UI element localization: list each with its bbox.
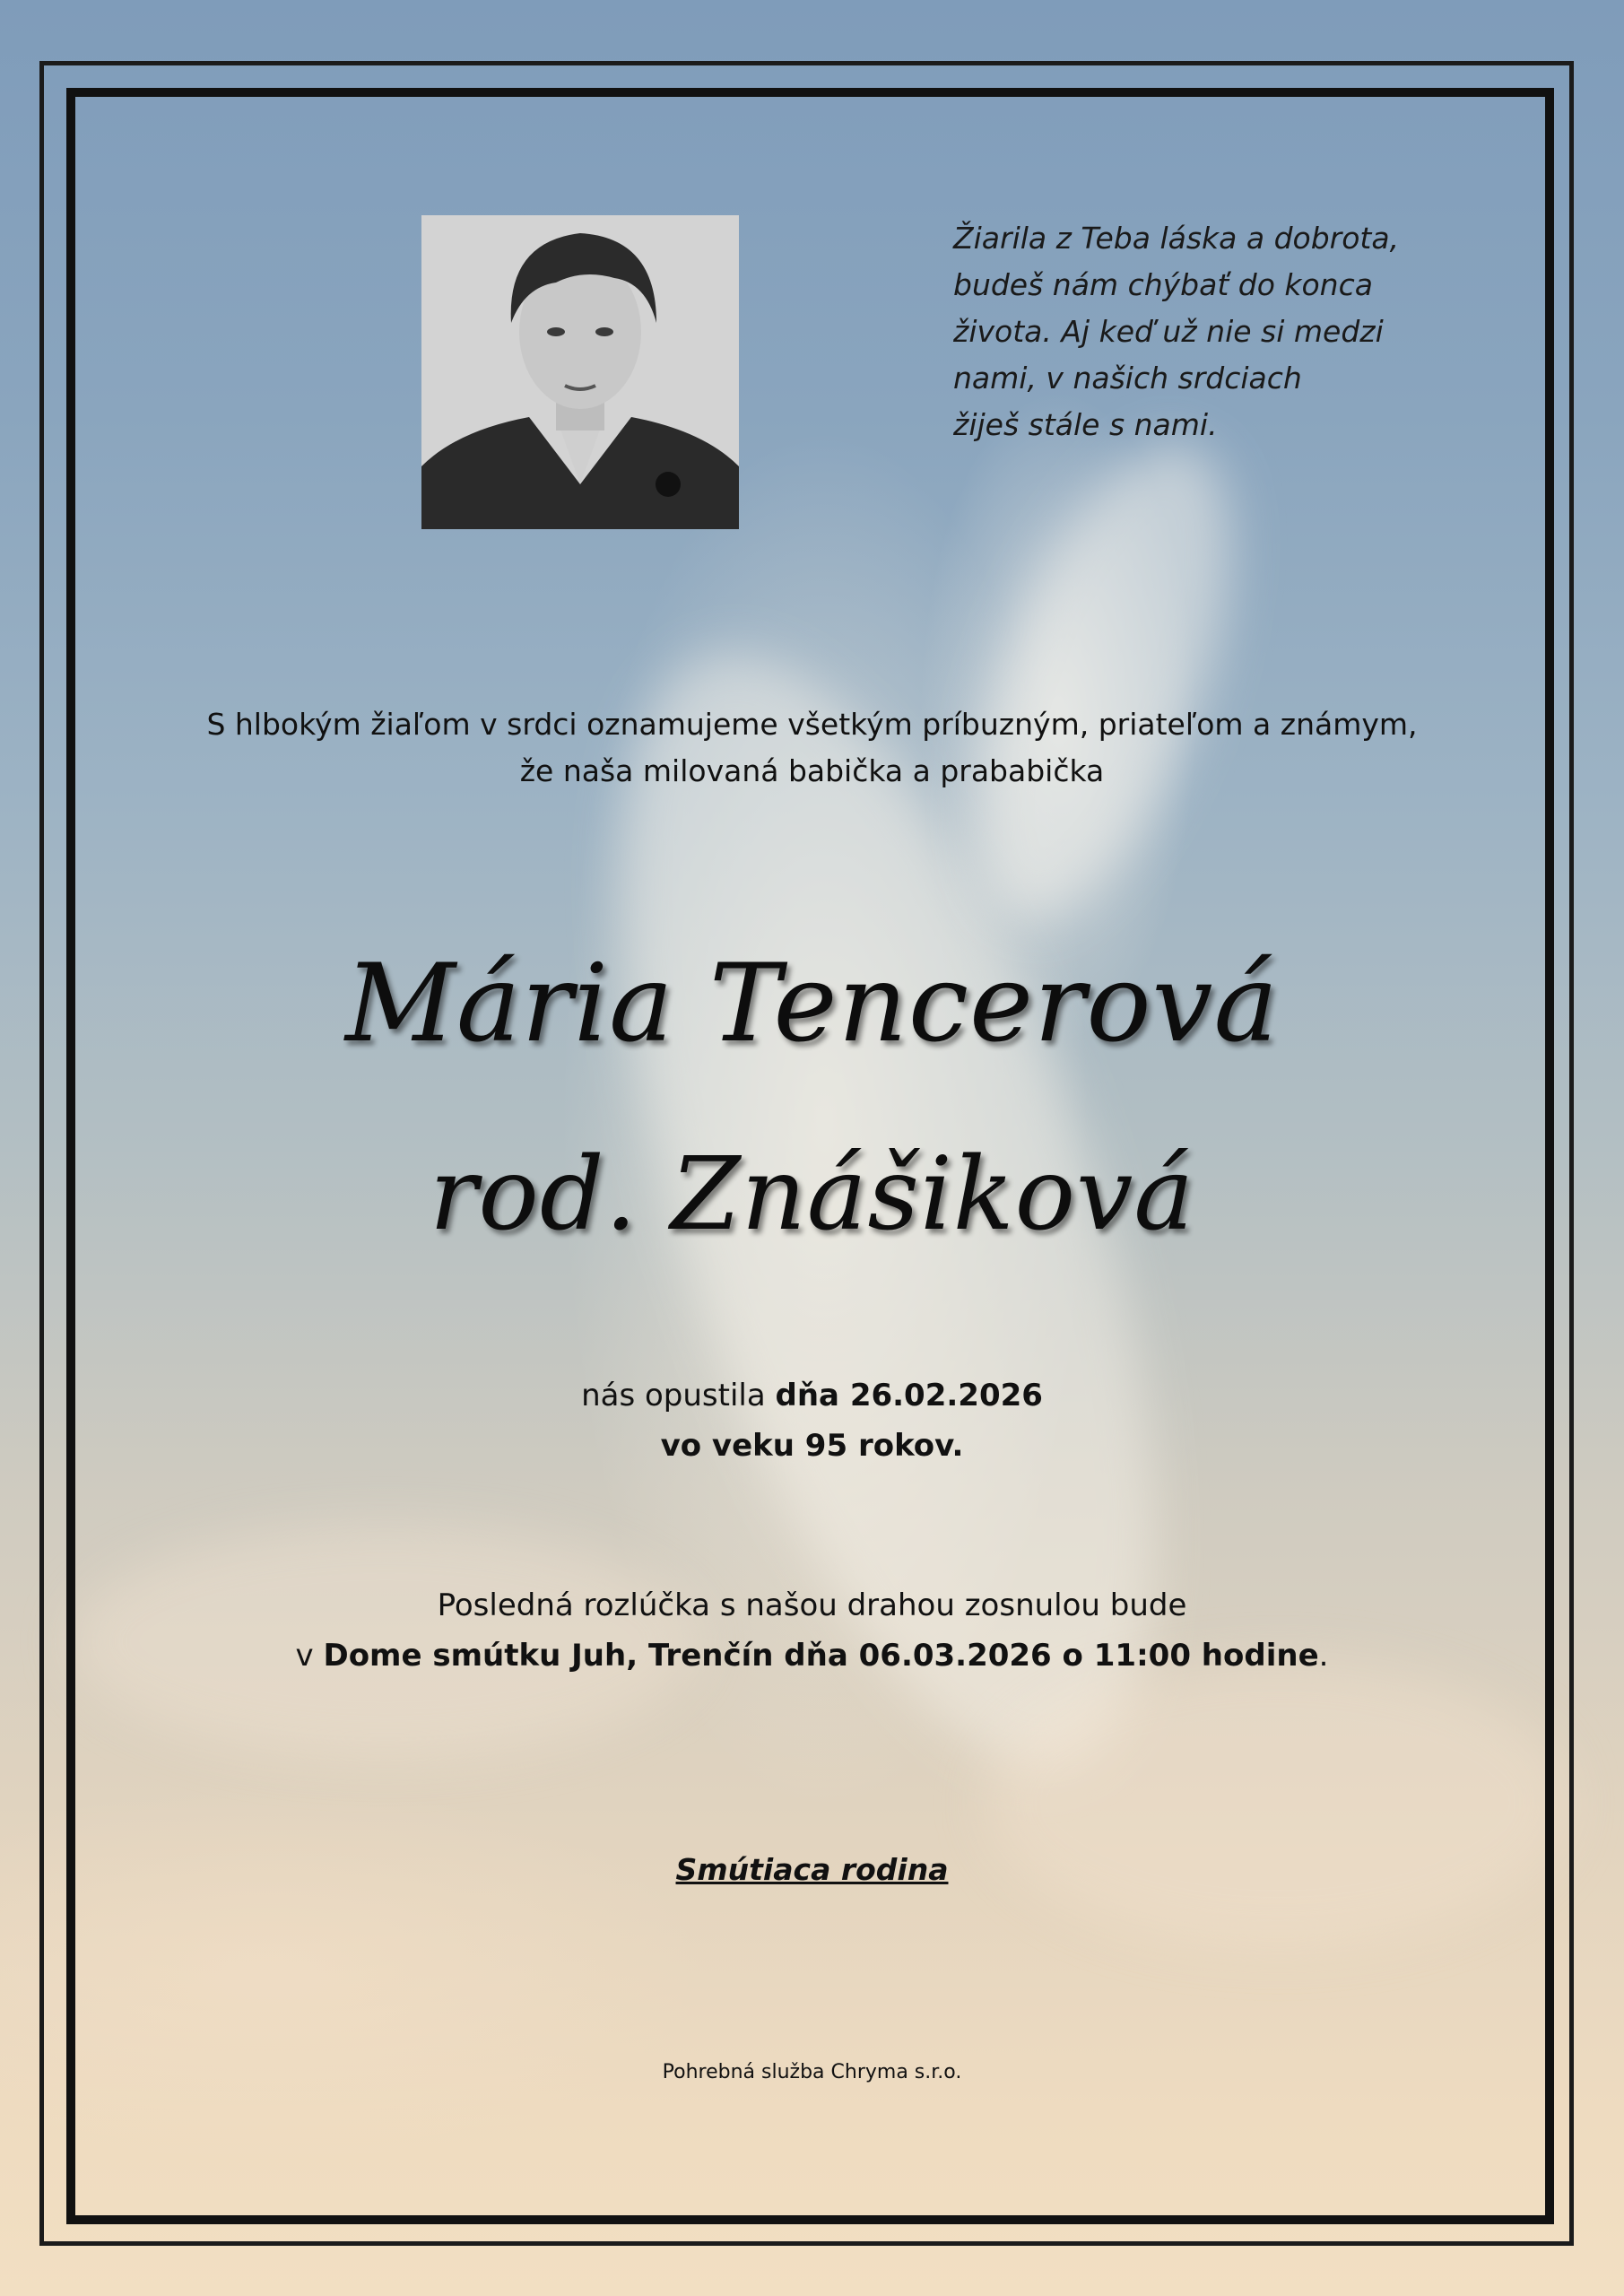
- ceremony-details: Dome smútku Juh, Trenčín dňa 06.03.2026 o 11:00 hodine: [323, 1638, 1319, 1674]
- portrait-illustration: [421, 215, 739, 529]
- memorial-quote: [953, 215, 1455, 448]
- deceased-name: Mária Tencerová: [344, 942, 1280, 1066]
- death-date-line: [90, 1370, 1534, 1421]
- portrait-photo: [421, 215, 739, 529]
- announcement-line: že naša milovaná babička a prababička: [519, 753, 1105, 788]
- ceremony-info: [90, 1580, 1534, 1681]
- ceremony-suffix: .: [1318, 1638, 1329, 1674]
- death-info: [90, 1370, 1534, 1471]
- quote-line: života. Aj keď už nie si medzi: [953, 314, 1384, 349]
- maiden-name: rod. Znášiková: [429, 1136, 1195, 1253]
- death-age: vo veku 95 rokov.: [660, 1428, 964, 1464]
- ceremony-line: Posledná rozlúčka s našou drahou zosnulou bude: [437, 1587, 1187, 1623]
- quote-line: budeš nám chýbať do konca: [953, 267, 1373, 302]
- quote-line: žiješ stále s nami.: [953, 407, 1218, 442]
- announcement-line: S hlbokým žiaľom v srdci oznamujeme všetkým príbuzným, priateľom a známym,: [206, 707, 1418, 742]
- ceremony-details-line: [90, 1631, 1534, 1681]
- death-prefix: nás opustila: [581, 1378, 776, 1413]
- funeral-service: Pohrebná služba Chryma s.r.o.: [662, 2061, 962, 2083]
- quote-line: nami, v našich srdciach: [953, 361, 1302, 396]
- family-signature: Smútiaca rodina: [675, 1852, 949, 1887]
- ceremony-prefix: v: [295, 1638, 324, 1674]
- announcement-text: [90, 701, 1534, 795]
- death-date: dňa 26.02.2026: [775, 1378, 1043, 1413]
- quote-line: Žiarila z Teba láska a dobrota,: [953, 221, 1400, 256]
